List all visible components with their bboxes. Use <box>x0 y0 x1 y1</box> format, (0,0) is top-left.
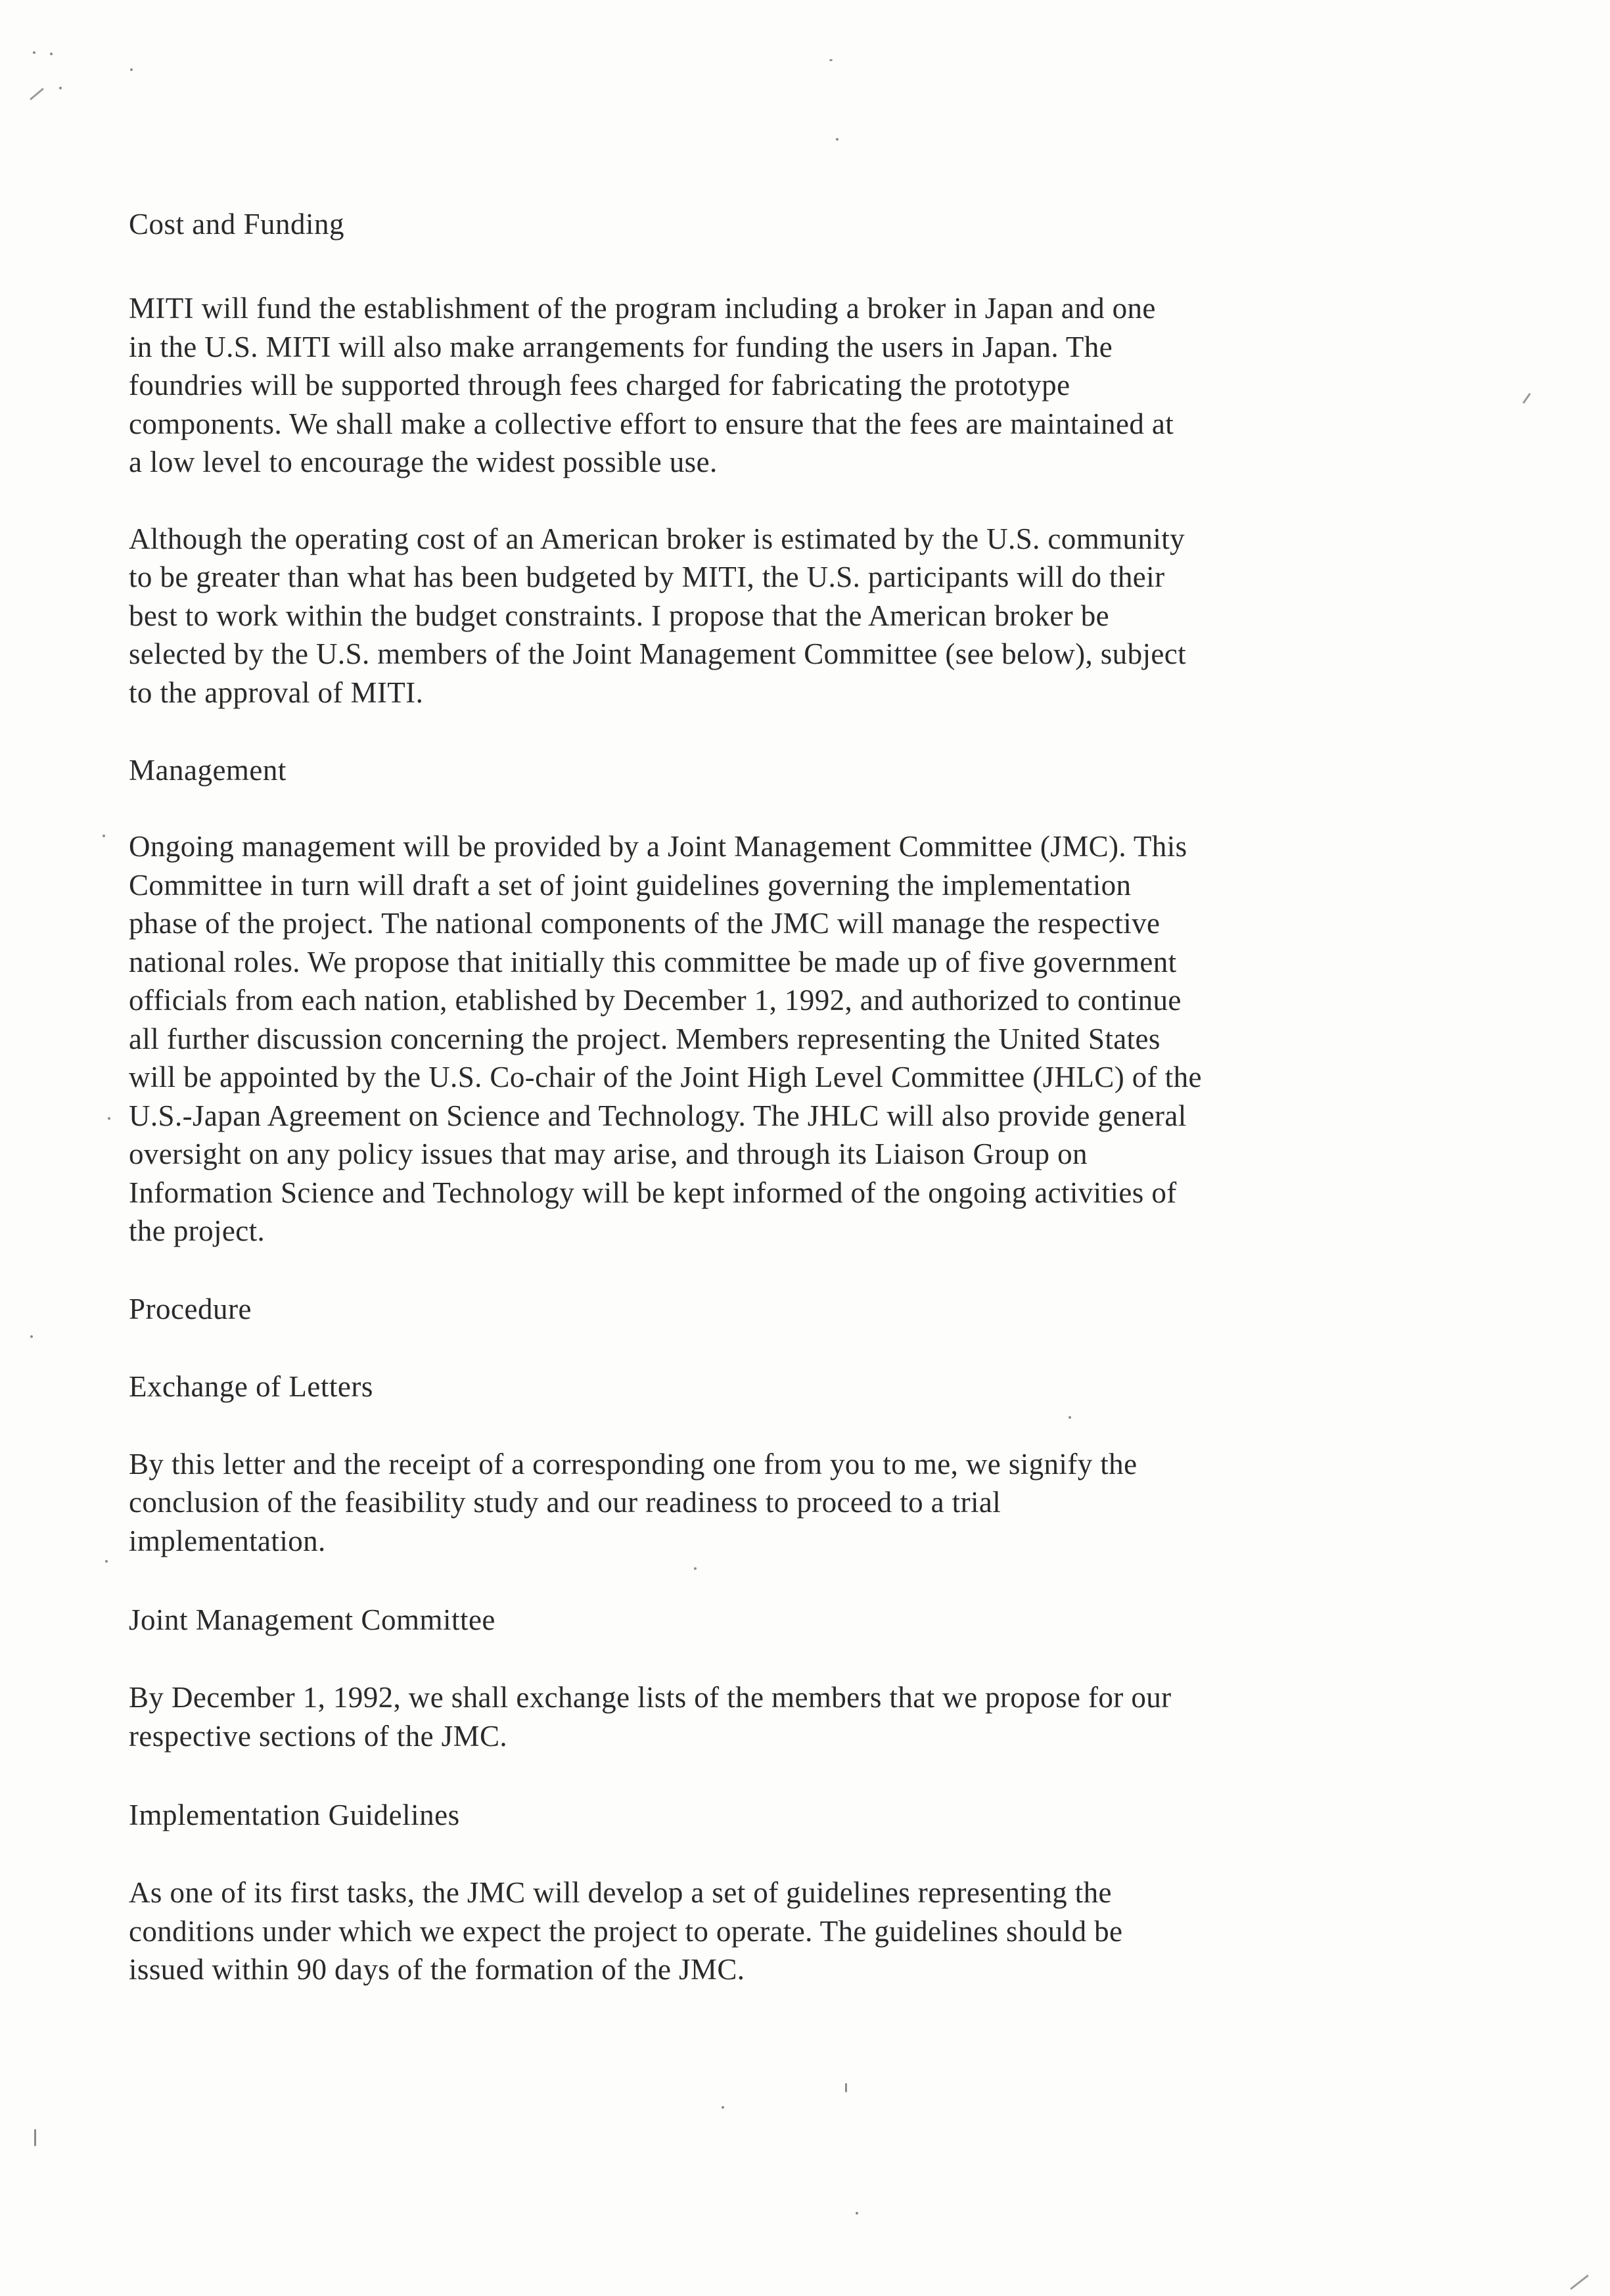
text-line: foundries will be supported through fees charged for fabricating the prototype <box>129 369 1070 402</box>
paragraph <box>129 1445 1417 1561</box>
section-heading-exchange-of-letters: Exchange of Letters <box>129 1369 373 1403</box>
text-line: By this letter and the receipt of a corresponding one from you to me, we signify the <box>129 1447 1138 1481</box>
section-heading-management: Management <box>129 754 287 787</box>
scan-speck <box>829 59 833 61</box>
scan-speck <box>50 53 53 55</box>
scan-speck <box>33 51 35 54</box>
scan-speck <box>34 2129 36 2146</box>
text-line: conditions under which we expect the project to operate. The guidelines should be <box>129 1914 1123 1948</box>
text-line: Information Science and Technology will be kept informed of the ongoing activities of <box>129 1176 1177 1209</box>
text-line: Although the operating cost of an American broker is estimated by the U.S. community <box>129 522 1185 555</box>
scan-mark <box>30 88 44 101</box>
text-line: conclusion of the feasibility study and our readiness to proceed to a trial <box>129 1486 1001 1519</box>
text-line: oversight on any policy issues that may arise, and through its Liaison Group on <box>129 1137 1088 1170</box>
text-line: national roles. We propose that initially this committee be made up of five government <box>129 945 1177 978</box>
section-heading-procedure: Procedure <box>129 1292 252 1325</box>
text-line: As one of its first tasks, the JMC will develop a set of guidelines representing the <box>129 1876 1112 1909</box>
text-line: U.S.-Japan Agreement on Science and Technology. The JHLC will also provide general <box>129 1099 1187 1132</box>
text-line: components. We shall make a collective effort to ensure that the fees are maintained at <box>129 407 1174 440</box>
text-line: the project. <box>129 1214 265 1247</box>
scan-speck <box>836 138 839 141</box>
scan-speck <box>130 68 133 71</box>
text-line: to be greater than what has been budgeted by MITI, the U.S. participants will do their <box>129 561 1165 593</box>
scan-speck <box>108 1117 110 1120</box>
text-line: officials from each nation, etablished by December 1, 1992, and authorized to continue <box>129 984 1182 1017</box>
paragraph <box>129 1873 1417 1989</box>
text-line: will be appointed by the U.S. Co-chair of the Joint High Level Committee (JHLC) of the <box>129 1061 1202 1093</box>
text-line: best to work within the budget constraints. I propose that the American broker be <box>129 599 1110 632</box>
text-line: Committee in turn will draft a set of joint guidelines governing the implementation <box>129 868 1132 902</box>
paragraph <box>129 289 1417 482</box>
text-line: implementation. <box>129 1524 326 1557</box>
text-line: issued within 90 days of the formation of the JMC. <box>129 1953 745 1986</box>
paragraph <box>129 520 1417 712</box>
text-line: in the U.S. MITI will also make arrangements for funding the users in Japan. The <box>129 330 1113 363</box>
text-line: all further discussion concerning the project. Members representing the United States <box>129 1022 1161 1055</box>
scan-speck <box>722 2106 724 2109</box>
section-heading-implementation-guidelines: Implementation Guidelines <box>129 1799 460 1831</box>
paragraph <box>129 827 1417 1251</box>
text-line: a low level to encourage the widest possible use. <box>129 446 718 478</box>
paragraph <box>129 1678 1417 1755</box>
scan-speck <box>103 835 105 837</box>
document-body <box>129 205 1417 1989</box>
scan-speck <box>845 2083 847 2092</box>
scan-speck <box>30 1335 33 1338</box>
text-line: Ongoing management will be provided by a Joint Management Committee (JMC). This <box>129 830 1187 863</box>
text-line: selected by the U.S. members of the Joint Management Committee (see below), subject <box>129 637 1187 670</box>
section-heading-cost-and-funding: Cost and Funding <box>129 208 345 241</box>
text-line: to the approval of MITI. <box>129 676 424 709</box>
scan-speck <box>105 1560 108 1563</box>
text-line: respective sections of the JMC. <box>129 1719 508 1753</box>
text-line: MITI will fund the establishment of the program including a broker in Japan and one <box>129 292 1156 325</box>
scan-mark <box>1570 2274 1589 2289</box>
scan-speck <box>856 2212 858 2215</box>
text-line: By December 1, 1992, we shall exchange lists of the members that we propose for our <box>129 1681 1172 1714</box>
section-heading-joint-management-committee: Joint Management Committee <box>129 1603 495 1636</box>
text-line: phase of the project. The national components of the JMC will manage the respective <box>129 907 1161 940</box>
scan-mark <box>1523 393 1531 403</box>
scan-speck <box>59 87 62 89</box>
